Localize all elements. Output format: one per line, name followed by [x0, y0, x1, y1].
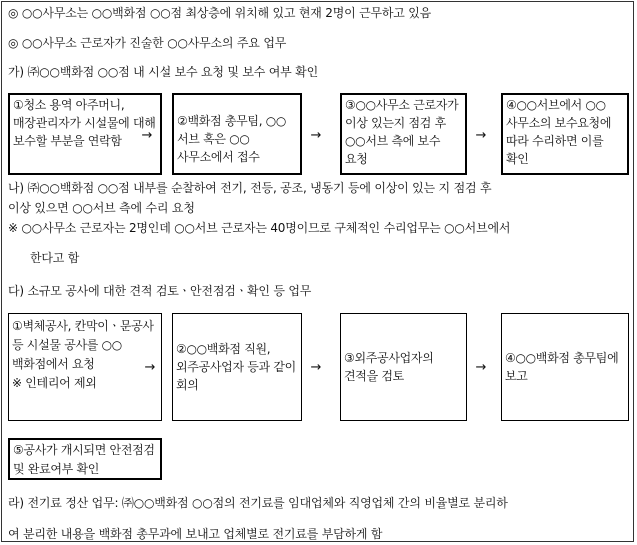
section-na-line2: 이상 있으면 ○○서브 측에 수리 요청 [8, 201, 195, 215]
flow1-step3-text: ③○○사무소 근로자가 이상 있는지 점검 후 ○○서브 측에 보수 요청 [345, 98, 462, 166]
flow1-arrow-3: → [475, 128, 487, 143]
section-ra-line2: 여 분리한 내용을 백화점 총무과에 보내고 업체별로 전기료를 부담하게 함 [8, 527, 383, 541]
flow2-step5-text: ⑤공사가 개시되면 안전점검 및 완료여부 확인 [13, 443, 159, 476]
flow2-step4-box [501, 313, 629, 421]
flow1-step2-box [172, 93, 302, 175]
flow2-arrow-3: → [475, 360, 487, 375]
flow2-step5-box [8, 438, 162, 480]
flow1-step4-box [501, 93, 629, 175]
flow2-step1-box [8, 313, 162, 421]
flow2-step4-text: ④○○백화점 총무팀에 보고 [505, 351, 622, 383]
flow2-step2-text: ②○○백화점 직원, 외주공사업자 등과 같이 회의 [176, 342, 300, 392]
flow2-step1-text: ①벽체공사, 칸막이ㆍ문공사 등 시설물 공사를 ○○백화점에서 요청 ※ 인테리어 제외 [12, 319, 154, 390]
flow2-arrow-1: → [144, 360, 156, 375]
note-line1: ※ ○○사무소 근로자는 2명인데 ○○서브 근로자는 40명이므로 구체적인 수리업무는 ○○서브에서 [8, 221, 511, 235]
flow1-step1-text: ①청소 용역 아주머니, 매장관리자가 시설물에 대해 보수할 부분을 연락함 [13, 98, 160, 148]
section-ga-heading: 가) ㈜○○백화점 ○○점 내 시설 보수 요청 및 보수 여부 확인 [8, 65, 318, 79]
section-da-heading: 다) 소규모 공사에 대한 견적 검토ㆍ안전점검ㆍ확인 등 업무 [8, 284, 312, 298]
flow2-step2-box [172, 313, 302, 421]
flow1-step2-text: ②백화점 총무팀, ○○서브 혹은 ○○사무소에서 접수 [177, 114, 287, 164]
section-na-line1: 나) ㈜○○백화점 ○○점 내부를 순찰하여 전기, 전등, 공조, 냉동기 등에 이상이 있는 지 점검 후 [8, 181, 492, 195]
intro-line-location: ◎ ○○사무소는 ○○백화점 ○○점 최상층에 위치해 있고 현재 2명이 근무하고 있음 [8, 6, 432, 20]
flow1-step4-text: ④○○서브에서 ○○사무소의 보수요청에 따라 수리하면 이를 확인 [506, 98, 615, 166]
flow1-step3-box [340, 93, 467, 175]
section-ra-line1: 라) 전기료 정산 업무: ㈜○○백화점 ○○점의 전기료를 임대업체와 직영업체 간의 비율별로 분리하 [8, 496, 508, 510]
flow1-arrow-2: → [310, 128, 322, 143]
flow2-step3-text: ③외주공사업자의 견적을 검토 [344, 351, 438, 383]
flow2-arrow-2: → [310, 360, 322, 375]
intro-line-duties: ◎ ○○사무소 근로자가 진술한 ○○사무소의 주요 업무 [8, 36, 287, 50]
note-line2: 한다고 함 [30, 251, 80, 265]
flow2-step3-box [340, 313, 467, 421]
flow1-arrow-1: → [141, 128, 153, 143]
